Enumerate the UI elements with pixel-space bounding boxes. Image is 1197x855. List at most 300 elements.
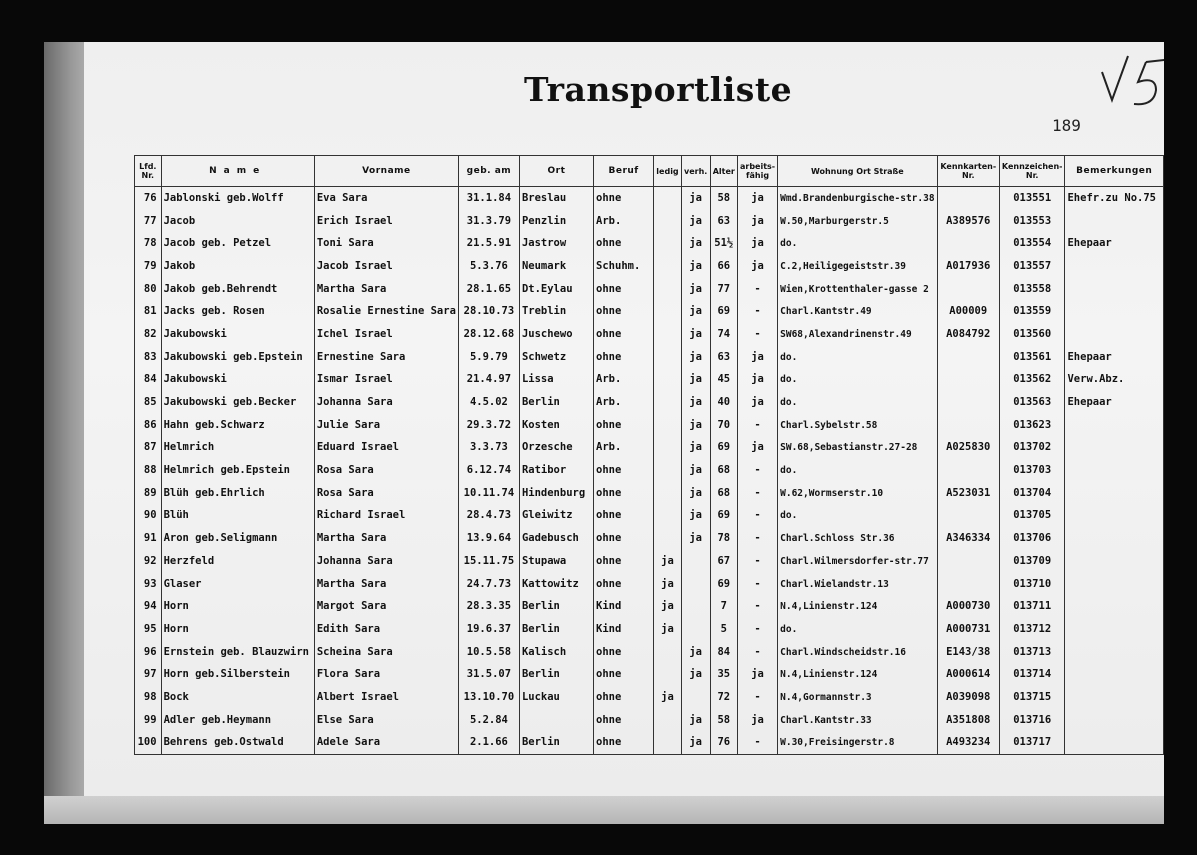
header-ledig: ledig <box>654 156 682 187</box>
cell-ort: Jastrow <box>519 232 593 255</box>
row-number: 94 <box>135 595 162 618</box>
row-number: 93 <box>135 573 162 596</box>
cell-ledig <box>654 391 682 414</box>
cell-beruf: Arb. <box>594 210 654 233</box>
cell-kennkarte <box>937 550 999 573</box>
cell-wohnung: C.2,Heiligegeiststr.39 <box>778 255 937 278</box>
row-number: 85 <box>135 391 162 414</box>
cell-vorname: Martha Sara <box>314 278 458 301</box>
cell-alter: 5 <box>710 618 737 641</box>
cell-vorname: Johanna Sara <box>314 391 458 414</box>
cell-name: Glaser <box>161 573 314 596</box>
cell-wohnung: do. <box>778 369 937 392</box>
header-nr: Lfd. Nr. <box>135 156 162 187</box>
cell-kennkarte: A00009 <box>937 300 999 323</box>
cell-bemerkung <box>1065 505 1164 528</box>
table-row <box>135 210 1164 233</box>
cell-geb: 10.11.74 <box>458 482 519 505</box>
cell-bemerkung: Ehepaar <box>1065 232 1164 255</box>
cell-wohnung: SW.68,Sebastianstr.27-28 <box>778 437 937 460</box>
cell-wohnung: Wien,Krottenthaler-gasse 2 <box>778 278 937 301</box>
cell-vorname: Richard Israel <box>314 505 458 528</box>
row-number: 76 <box>135 187 162 210</box>
cell-kennkarte: E143/38 <box>937 641 999 664</box>
cell-arbeitsfaehig: - <box>737 618 777 641</box>
cell-alter: 51½ <box>710 232 737 255</box>
cell-ort: Berlin <box>519 732 593 755</box>
cell-wohnung: Charl.Kantstr.33 <box>778 709 937 732</box>
document-sheet <box>44 42 1164 824</box>
cell-vorname: Jacob Israel <box>314 255 458 278</box>
row-number: 100 <box>135 732 162 755</box>
cell-kennkarte: A017936 <box>937 255 999 278</box>
cell-beruf: ohne <box>594 187 654 210</box>
cell-alter: 45 <box>710 369 737 392</box>
table-row <box>135 414 1164 437</box>
cell-verh <box>681 618 710 641</box>
cell-kennkarte: A084792 <box>937 323 999 346</box>
cell-arbeitsfaehig: - <box>737 323 777 346</box>
cell-ledig <box>654 369 682 392</box>
cell-vorname: Martha Sara <box>314 527 458 550</box>
cell-kennkarte: A346334 <box>937 527 999 550</box>
cell-arbeitsfaehig: - <box>737 505 777 528</box>
cell-verh: ja <box>681 346 710 369</box>
cell-kennzeichen: 013561 <box>999 346 1065 369</box>
cell-beruf: ohne <box>594 505 654 528</box>
table-row <box>135 255 1164 278</box>
cell-bemerkung <box>1065 595 1164 618</box>
cell-arbeitsfaehig: ja <box>737 255 777 278</box>
cell-name: Horn <box>161 618 314 641</box>
cell-geb: 28.3.35 <box>458 595 519 618</box>
cell-ort: Schwetz <box>519 346 593 369</box>
cell-vorname: Scheina Sara <box>314 641 458 664</box>
row-number: 78 <box>135 232 162 255</box>
cell-geb: 10.5.58 <box>458 641 519 664</box>
cell-ledig <box>654 232 682 255</box>
cell-name: Herzfeld <box>161 550 314 573</box>
row-number: 80 <box>135 278 162 301</box>
cell-beruf: ohne <box>594 527 654 550</box>
row-number: 88 <box>135 459 162 482</box>
cell-wohnung: N.4,Linienstr.124 <box>778 663 937 686</box>
cell-name: Blüh geb.Ehrlich <box>161 482 314 505</box>
cell-ort: Stupawa <box>519 550 593 573</box>
cell-ort: Gleiwitz <box>519 505 593 528</box>
cell-ort: Luckau <box>519 686 593 709</box>
cell-wohnung: do. <box>778 505 937 528</box>
cell-bemerkung <box>1065 573 1164 596</box>
header-verh: verh. <box>681 156 710 187</box>
cell-ledig: ja <box>654 595 682 618</box>
cell-vorname: Margot Sara <box>314 595 458 618</box>
cell-kennkarte <box>937 278 999 301</box>
row-number: 82 <box>135 323 162 346</box>
cell-geb: 21.5.91 <box>458 232 519 255</box>
cell-alter: 77 <box>710 278 737 301</box>
cell-beruf: ohne <box>594 663 654 686</box>
cell-arbeitsfaehig: - <box>737 550 777 573</box>
cell-kennkarte: A493234 <box>937 732 999 755</box>
cell-alter: 69 <box>710 300 737 323</box>
cell-wohnung: Charl.Windscheidstr.16 <box>778 641 937 664</box>
cell-verh: ja <box>681 709 710 732</box>
cell-kennzeichen: 013623 <box>999 414 1065 437</box>
cell-ort: Kattowitz <box>519 573 593 596</box>
cell-ort: Kalisch <box>519 641 593 664</box>
cell-geb: 21.4.97 <box>458 369 519 392</box>
header-beruf: Beruf <box>594 156 654 187</box>
cell-ledig <box>654 459 682 482</box>
cell-wohnung: do. <box>778 232 937 255</box>
cell-kennkarte: A039098 <box>937 686 999 709</box>
cell-vorname: Adele Sara <box>314 732 458 755</box>
cell-geb: 3.3.73 <box>458 437 519 460</box>
cell-ort: Juschewo <box>519 323 593 346</box>
cell-kennkarte <box>937 346 999 369</box>
cell-vorname: Toni Sara <box>314 232 458 255</box>
cell-ledig <box>654 323 682 346</box>
cell-kennzeichen: 013558 <box>999 278 1065 301</box>
cell-ledig <box>654 663 682 686</box>
cell-kennkarte: A000614 <box>937 663 999 686</box>
cell-ort: Berlin <box>519 663 593 686</box>
cell-name: Horn <box>161 595 314 618</box>
table-row <box>135 323 1164 346</box>
cell-verh: ja <box>681 369 710 392</box>
cell-beruf: ohne <box>594 641 654 664</box>
cell-alter: 40 <box>710 391 737 414</box>
cell-beruf: ohne <box>594 709 654 732</box>
cell-verh: ja <box>681 391 710 414</box>
cell-ort: Ratibor <box>519 459 593 482</box>
cell-wohnung: Charl.Schloss Str.36 <box>778 527 937 550</box>
cell-alter: 68 <box>710 459 737 482</box>
cell-wohnung: Charl.Sybelstr.58 <box>778 414 937 437</box>
cell-alter: 58 <box>710 187 737 210</box>
row-number: 90 <box>135 505 162 528</box>
cell-kennzeichen: 013711 <box>999 595 1065 618</box>
cell-ort: Berlin <box>519 595 593 618</box>
cell-arbeitsfaehig: - <box>737 482 777 505</box>
cell-alter: 67 <box>710 550 737 573</box>
cell-arbeitsfaehig: - <box>737 595 777 618</box>
cell-alter: 69 <box>710 437 737 460</box>
cell-kennzeichen: 013712 <box>999 618 1065 641</box>
cell-kennkarte <box>937 459 999 482</box>
cell-bemerkung: Ehepaar <box>1065 391 1164 414</box>
cell-name: Helmrich <box>161 437 314 460</box>
document-title: Transportliste <box>524 70 793 109</box>
cell-bemerkung <box>1065 663 1164 686</box>
cell-name: Jakob geb.Behrendt <box>161 278 314 301</box>
cell-geb: 5.3.76 <box>458 255 519 278</box>
cell-beruf: ohne <box>594 732 654 755</box>
row-number: 87 <box>135 437 162 460</box>
cell-arbeitsfaehig: - <box>737 686 777 709</box>
cell-alter: 63 <box>710 346 737 369</box>
cell-verh: ja <box>681 300 710 323</box>
cell-arbeitsfaehig: - <box>737 459 777 482</box>
cell-ledig <box>654 414 682 437</box>
cell-ort: Treblin <box>519 300 593 323</box>
cell-ledig <box>654 300 682 323</box>
cell-alter: 63 <box>710 210 737 233</box>
cell-alter: 35 <box>710 663 737 686</box>
cell-vorname: Ichel Israel <box>314 323 458 346</box>
row-number: 83 <box>135 346 162 369</box>
cell-kennzeichen: 013560 <box>999 323 1065 346</box>
cell-geb: 13.9.64 <box>458 527 519 550</box>
cell-bemerkung <box>1065 278 1164 301</box>
cell-kennzeichen: 013563 <box>999 391 1065 414</box>
cell-geb: 24.7.73 <box>458 573 519 596</box>
table-row <box>135 505 1164 528</box>
cell-beruf: ohne <box>594 686 654 709</box>
cell-vorname: Ismar Israel <box>314 369 458 392</box>
cell-geb: 28.4.73 <box>458 505 519 528</box>
cell-name: Jakubowski <box>161 369 314 392</box>
handwritten-check-mark <box>1094 52 1164 112</box>
cell-ledig <box>654 641 682 664</box>
cell-ort: Lissa <box>519 369 593 392</box>
cell-bemerkung <box>1065 686 1164 709</box>
table-row <box>135 663 1164 686</box>
row-number: 96 <box>135 641 162 664</box>
cell-bemerkung <box>1065 641 1164 664</box>
cell-kennzeichen: 013703 <box>999 459 1065 482</box>
cell-geb: 4.5.02 <box>458 391 519 414</box>
table-row <box>135 709 1164 732</box>
table-row <box>135 278 1164 301</box>
cell-ledig <box>654 210 682 233</box>
cell-kennkarte: A351808 <box>937 709 999 732</box>
cell-name: Ernstein geb. Blauzwirn <box>161 641 314 664</box>
cell-bemerkung <box>1065 732 1164 755</box>
cell-kennzeichen: 013551 <box>999 187 1065 210</box>
cell-arbeitsfaehig: ja <box>737 232 777 255</box>
cell-beruf: ohne <box>594 550 654 573</box>
cell-wohnung: Charl.Kantstr.49 <box>778 300 937 323</box>
cell-ort: Berlin <box>519 391 593 414</box>
cell-wohnung: do. <box>778 459 937 482</box>
cell-kennkarte: A000731 <box>937 618 999 641</box>
header-alter: Alter <box>710 156 737 187</box>
cell-beruf: ohne <box>594 414 654 437</box>
sheet-bottom-shadow <box>44 796 1164 824</box>
cell-arbeitsfaehig: ja <box>737 210 777 233</box>
cell-kennkarte <box>937 187 999 210</box>
cell-alter: 84 <box>710 641 737 664</box>
table-row <box>135 550 1164 573</box>
cell-verh: ja <box>681 505 710 528</box>
cell-ort: Berlin <box>519 618 593 641</box>
table-row <box>135 437 1164 460</box>
table-row <box>135 232 1164 255</box>
cell-arbeitsfaehig: ja <box>737 346 777 369</box>
table-body <box>135 187 1164 755</box>
row-number: 95 <box>135 618 162 641</box>
cell-arbeitsfaehig: ja <box>737 391 777 414</box>
cell-wohnung: W.50,Marburgerstr.5 <box>778 210 937 233</box>
cell-verh: ja <box>681 278 710 301</box>
table-row <box>135 187 1164 210</box>
table-row <box>135 300 1164 323</box>
row-number: 89 <box>135 482 162 505</box>
cell-kennzeichen: 013559 <box>999 300 1065 323</box>
cell-beruf: Arb. <box>594 437 654 460</box>
cell-kennzeichen: 013710 <box>999 573 1065 596</box>
cell-beruf: Arb. <box>594 391 654 414</box>
cell-bemerkung <box>1065 323 1164 346</box>
cell-bemerkung <box>1065 709 1164 732</box>
cell-ledig: ja <box>654 686 682 709</box>
row-number: 98 <box>135 686 162 709</box>
cell-ort: Dt.Eylau <box>519 278 593 301</box>
cell-kennzeichen: 013709 <box>999 550 1065 573</box>
cell-ledig <box>654 527 682 550</box>
cell-verh: ja <box>681 210 710 233</box>
header-arbeitsfaehig: arbeits-fähig <box>737 156 777 187</box>
cell-kennzeichen: 013704 <box>999 482 1065 505</box>
cell-kennkarte: A025830 <box>937 437 999 460</box>
cell-kennkarte: A389576 <box>937 210 999 233</box>
cell-wohnung: Wmd.Brandenburgische-str.38 <box>778 187 937 210</box>
table-row <box>135 641 1164 664</box>
cell-bemerkung <box>1065 527 1164 550</box>
cell-kennzeichen: 013706 <box>999 527 1065 550</box>
cell-kennzeichen: 013702 <box>999 437 1065 460</box>
header-geb: geb. am <box>458 156 519 187</box>
cell-kennzeichen: 013716 <box>999 709 1065 732</box>
cell-vorname: Eduard Israel <box>314 437 458 460</box>
cell-kennkarte <box>937 573 999 596</box>
cell-verh: ja <box>681 414 710 437</box>
cell-beruf: ohne <box>594 278 654 301</box>
cell-verh: ja <box>681 732 710 755</box>
cell-kennzeichen: 013705 <box>999 505 1065 528</box>
cell-kennzeichen: 013557 <box>999 255 1065 278</box>
cell-alter: 69 <box>710 505 737 528</box>
cell-beruf: ohne <box>594 482 654 505</box>
cell-geb: 15.11.75 <box>458 550 519 573</box>
cell-bemerkung <box>1065 618 1164 641</box>
cell-arbeitsfaehig: - <box>737 527 777 550</box>
cell-ort: Penzlin <box>519 210 593 233</box>
cell-alter: 78 <box>710 527 737 550</box>
cell-ledig <box>654 278 682 301</box>
row-number: 86 <box>135 414 162 437</box>
table-row <box>135 618 1164 641</box>
cell-geb: 31.1.84 <box>458 187 519 210</box>
cell-arbeitsfaehig: - <box>737 641 777 664</box>
cell-vorname: Erich Israel <box>314 210 458 233</box>
cell-name: Jakubowski <box>161 323 314 346</box>
cell-geb: 2.1.66 <box>458 732 519 755</box>
row-number: 84 <box>135 369 162 392</box>
cell-vorname: Albert Israel <box>314 686 458 709</box>
cell-wohnung: W.30,Freisingerstr.8 <box>778 732 937 755</box>
cell-beruf: Kind <box>594 595 654 618</box>
header-ort: Ort <box>519 156 593 187</box>
cell-geb: 5.2.84 <box>458 709 519 732</box>
cell-geb: 19.6.37 <box>458 618 519 641</box>
cell-wohnung: N.4,Gormannstr.3 <box>778 686 937 709</box>
cell-bemerkung: Ehefr.zu No.75 <box>1065 187 1164 210</box>
cell-alter: 68 <box>710 482 737 505</box>
cell-arbeitsfaehig: - <box>737 278 777 301</box>
cell-arbeitsfaehig: - <box>737 573 777 596</box>
cell-name: Jakob <box>161 255 314 278</box>
cell-vorname: Ernestine Sara <box>314 346 458 369</box>
cell-ort: Kosten <box>519 414 593 437</box>
cell-name: Jakubowski geb.Becker <box>161 391 314 414</box>
row-number: 91 <box>135 527 162 550</box>
cell-vorname: Eva Sara <box>314 187 458 210</box>
cell-wohnung: Charl.Wielandstr.13 <box>778 573 937 596</box>
cell-geb: 28.1.65 <box>458 278 519 301</box>
cell-verh: ja <box>681 437 710 460</box>
cell-arbeitsfaehig: ja <box>737 187 777 210</box>
cell-ort: Breslau <box>519 187 593 210</box>
cell-kennzeichen: 013714 <box>999 663 1065 686</box>
cell-ort: Gadebusch <box>519 527 593 550</box>
cell-name: Hahn geb.Schwarz <box>161 414 314 437</box>
table-row <box>135 686 1164 709</box>
cell-vorname: Rosalie Ernestine Sara <box>314 300 458 323</box>
cell-name: Bock <box>161 686 314 709</box>
cell-name: Jacob <box>161 210 314 233</box>
cell-vorname: Flora Sara <box>314 663 458 686</box>
cell-ledig <box>654 709 682 732</box>
cell-kennkarte <box>937 369 999 392</box>
cell-arbeitsfaehig: - <box>737 414 777 437</box>
cell-vorname: Rosa Sara <box>314 482 458 505</box>
cell-verh <box>681 595 710 618</box>
cell-bemerkung <box>1065 482 1164 505</box>
cell-verh: ja <box>681 482 710 505</box>
table-row <box>135 482 1164 505</box>
cell-arbeitsfaehig: ja <box>737 709 777 732</box>
row-number: 92 <box>135 550 162 573</box>
cell-ledig <box>654 437 682 460</box>
cell-wohnung: Charl.Wilmersdorfer-str.77 <box>778 550 937 573</box>
table-row <box>135 527 1164 550</box>
cell-bemerkung <box>1065 459 1164 482</box>
cell-kennkarte <box>937 391 999 414</box>
cell-bemerkung <box>1065 414 1164 437</box>
cell-verh: ja <box>681 255 710 278</box>
cell-alter: 7 <box>710 595 737 618</box>
cell-kennzeichen: 013562 <box>999 369 1065 392</box>
cell-ort: Orzesche <box>519 437 593 460</box>
cell-bemerkung <box>1065 255 1164 278</box>
cell-vorname: Martha Sara <box>314 573 458 596</box>
cell-vorname: Johanna Sara <box>314 550 458 573</box>
cell-wohnung: SW68,Alexandrinenstr.49 <box>778 323 937 346</box>
cell-geb: 31.5.07 <box>458 663 519 686</box>
cell-kennzeichen: 013554 <box>999 232 1065 255</box>
cell-ort: Neumark <box>519 255 593 278</box>
cell-kennkarte <box>937 505 999 528</box>
cell-arbeitsfaehig: ja <box>737 437 777 460</box>
cell-vorname: Rosa Sara <box>314 459 458 482</box>
cell-alter: 58 <box>710 709 737 732</box>
cell-verh <box>681 686 710 709</box>
cell-verh: ja <box>681 323 710 346</box>
table-row <box>135 732 1164 755</box>
